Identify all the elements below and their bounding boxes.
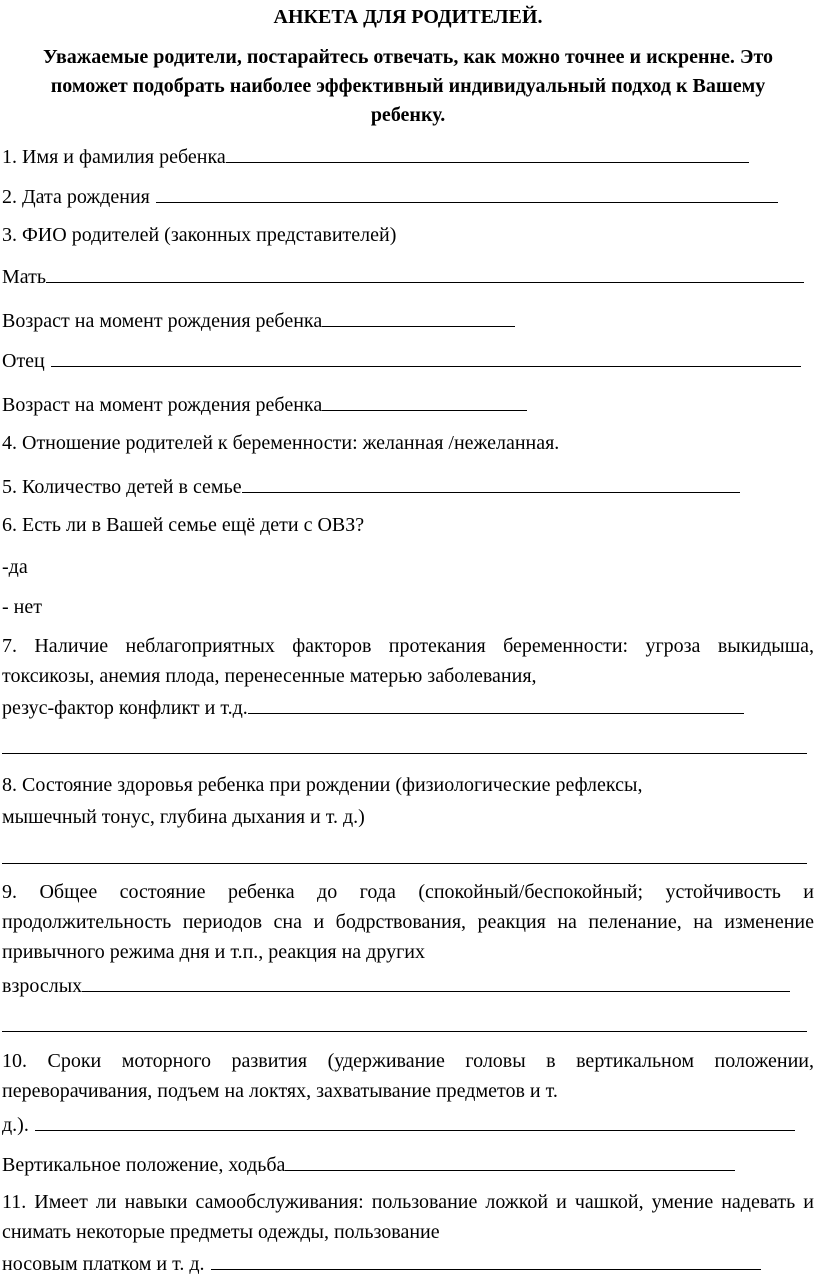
health-at-birth-line: 8. Состояние здоровья ребенка при рождении (физиологические рефлексы, <box>2 774 643 796</box>
field-label-children-count: 5. Количество детей в семье <box>2 476 242 498</box>
field-row-child-name <box>2 142 749 168</box>
motor-development-line: положении, переворачивания, подъем на локтях, захватывание предметов и т. <box>2 1050 815 1102</box>
field-row-parents-heading <box>2 222 396 248</box>
field-row-pregnancy-factors <box>2 693 744 719</box>
father-input[interactable] <box>51 346 801 367</box>
field-row-pregnancy-attitude <box>2 430 559 456</box>
question-parents: 3. ФИО родителей (законных представителей) <box>2 224 397 246</box>
question-pregnancy-attitude: 4. Отношение родителей к беременности: желанная /нежеланная. <box>2 432 560 454</box>
first-year-line: и продолжительность периодов сна и бодрствования, реакция на пеленание, на <box>2 881 814 933</box>
form-intro: Уважаемые родители, постарайтесь отвечать, как можно точнее и искренне. Это поможет подобрать наиболее эффективный индивидуальный подход к Вашему ребенку. <box>42 46 774 126</box>
form-title: АНКЕТА ДЛЯ РОДИТЕЛЕЙ. <box>273 6 543 28</box>
children-count-input[interactable] <box>242 472 740 493</box>
question-motor-development <box>2 1046 814 1106</box>
field-label-mother: Мать <box>2 266 47 288</box>
field-row-first-year <box>2 971 790 997</box>
field-row-health-at-birth <box>2 804 365 830</box>
option-yes-row <box>2 554 28 580</box>
field-label-father: Отец <box>2 350 45 372</box>
first-year-line: 9. Общее состояние ребенка до года (спокойный/беспокойный; устойчивость <box>2 881 781 903</box>
motor-development-input[interactable] <box>35 1110 795 1131</box>
vertical-walking-input[interactable] <box>285 1150 735 1171</box>
field-row-father-age <box>2 390 527 416</box>
self-care-line: 11. Имеет ли навыки самообслуживания: пользование ложкой и чашкой, <box>2 1191 644 1213</box>
question-ovz: 6. Есть ли в Вашей семье ещё дети с ОВЗ? <box>2 514 365 536</box>
field-row-self-care <box>2 1249 761 1275</box>
first-year-last-line: взрослых <box>2 975 83 997</box>
pregnancy-factors-line: выкидыша, токсикозы, анемия плода, перенесенные матерью заболевания, <box>2 635 815 687</box>
pregnancy-factors-input[interactable] <box>248 693 744 714</box>
first-year-input[interactable] <box>82 971 790 992</box>
motor-development-last-line: д.). <box>2 1114 29 1136</box>
pregnancy-factors-input-extra[interactable] <box>2 753 807 754</box>
child-name-input[interactable] <box>226 142 749 163</box>
field-row-children-count <box>2 472 740 498</box>
field-label-vertical-walking: Вертикальное положение, ходьба <box>2 1154 286 1176</box>
field-row-mother-age <box>2 306 515 332</box>
mother-age-input[interactable] <box>322 306 515 327</box>
health-at-birth-input[interactable] <box>2 863 807 864</box>
field-label-mother-age: Возраст на момент рождения ребенка <box>2 310 323 332</box>
option-no[interactable]: - нет <box>2 596 42 618</box>
birth-date-input[interactable] <box>156 182 778 203</box>
field-row-birth-date <box>2 182 778 208</box>
first-year-input-extra[interactable] <box>2 1031 807 1032</box>
health-at-birth-last-line: мышечный тонус, глубина дыхания и т. д.) <box>2 806 365 828</box>
field-row-vertical-walking <box>2 1150 735 1176</box>
question-self-care <box>2 1187 814 1247</box>
self-care-input[interactable] <box>211 1249 761 1270</box>
pregnancy-factors-line: 7. Наличие неблагоприятных факторов протекания беременности: угроза <box>2 635 701 657</box>
field-label-birth-date: 2. Дата рождения <box>2 186 150 208</box>
field-label-father-age: Возраст на момент рождения ребенка <box>2 394 323 416</box>
field-row-mother <box>2 262 804 288</box>
first-year-line: изменение привычного режима дня и т.п., реакция на других <box>2 911 815 963</box>
question-health-at-birth <box>2 770 814 800</box>
field-label-child-name: 1. Имя и фамилия ребенка <box>2 146 226 168</box>
question-pregnancy-factors <box>2 631 814 691</box>
mother-input[interactable] <box>46 262 804 283</box>
father-age-input[interactable] <box>322 390 527 411</box>
option-no-row <box>2 594 42 620</box>
question-first-year-state <box>2 877 814 967</box>
option-yes[interactable]: -да <box>2 556 28 578</box>
motor-development-line: 10. Сроки моторного развития (удерживание головы в вертикальном <box>2 1050 695 1072</box>
self-care-line: умение надевать и снимать некоторые предметы одежды, пользование <box>2 1191 814 1243</box>
field-row-ovz <box>2 512 364 538</box>
self-care-last-line: носовым платком и т. д. <box>2 1253 205 1275</box>
field-row-father <box>2 346 801 372</box>
field-row-motor-development <box>2 1110 795 1136</box>
pregnancy-factors-last-line: резус-фактор конфликт и т.д. <box>2 697 248 719</box>
